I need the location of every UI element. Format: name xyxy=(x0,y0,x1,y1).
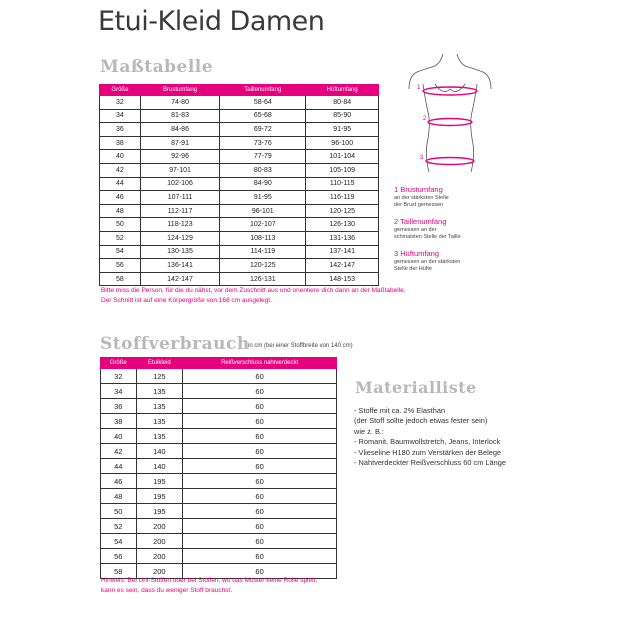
table-row xyxy=(101,384,337,399)
measure-cell: 84-86 xyxy=(140,123,219,137)
measure-cell: 120-125 xyxy=(220,259,306,273)
fabric-cell: 56 xyxy=(101,549,137,564)
fabric-cell: 200 xyxy=(136,519,183,534)
measure-cell: 54 xyxy=(100,245,141,259)
table-row xyxy=(101,534,337,549)
fabric-cell: 40 xyxy=(101,429,137,444)
measure-cell: 40 xyxy=(100,150,141,164)
fabric-subnote: in cm (bei einer Stoffbreite von 140 cm) xyxy=(248,343,353,349)
measure-cell: 91-95 xyxy=(306,123,379,137)
measure-cell: 110-115 xyxy=(306,177,379,191)
list-item: - Stoffe mit ca. 2% Elasthan xyxy=(354,406,446,415)
legend-hip-line2: Stelle der Hüfte xyxy=(394,266,432,272)
table-row xyxy=(100,109,379,123)
measure-cell: 108-113 xyxy=(220,231,306,245)
fabric-cell: 60 xyxy=(183,444,337,459)
table-row xyxy=(101,504,337,519)
table-row xyxy=(100,96,379,110)
fabric-cell: 200 xyxy=(136,564,183,579)
measure-cell: 92-96 xyxy=(140,150,219,164)
measure-cell: 96-100 xyxy=(306,136,379,150)
table-row xyxy=(101,519,337,534)
measure-cell: 114-119 xyxy=(220,245,306,259)
fabric-cell: 52 xyxy=(101,519,137,534)
list-item: - Romanit, Baumwollstretch, Jeans, Interlock xyxy=(354,437,501,447)
fabric-cell: 135 xyxy=(136,429,183,444)
measure-cell: 105-109 xyxy=(306,163,379,177)
measure-cell: 102-106 xyxy=(140,177,219,191)
table-row xyxy=(101,399,337,414)
fabric-hint-line1: Hinweis: Bei Uni-Stoffen oder bei Stoffen, wo das Muster keine Rolle spielt, xyxy=(101,577,318,584)
measure-cell: 126-130 xyxy=(306,218,379,232)
fabric-cell: 60 xyxy=(183,489,337,504)
table-row xyxy=(100,218,379,232)
legend-bust-label: 1 Brustumfang xyxy=(394,185,443,194)
table-row xyxy=(101,489,337,504)
legend-hip-label: 3 Hüftumfang xyxy=(394,249,440,258)
measure-col-header: Hüftumfang xyxy=(306,85,379,96)
measure-col-header: Taillenumfang xyxy=(220,85,306,96)
measure-cell: 142-147 xyxy=(306,259,379,273)
materials-heading: Materialliste xyxy=(355,378,477,397)
measure-cell: 116-119 xyxy=(306,191,379,205)
measure-cell: 91-95 xyxy=(220,191,306,205)
table-row xyxy=(100,191,379,205)
fabric-body xyxy=(101,369,337,579)
legend-hip xyxy=(394,250,460,274)
measure-cell: 84-90 xyxy=(220,177,306,191)
list-item: wie z. B.: xyxy=(354,426,384,436)
measure-cell: 85-90 xyxy=(306,109,379,123)
legend-waist-label: 2 Taillenumfang xyxy=(394,217,447,226)
table-row xyxy=(100,150,379,164)
measure-cell: 142-147 xyxy=(140,272,219,286)
table-row xyxy=(101,474,337,489)
measure-cell: 73-76 xyxy=(220,136,306,150)
measure-cell: 120-125 xyxy=(306,204,379,218)
measure-cell: 52 xyxy=(100,231,141,245)
measure-cell: 50 xyxy=(100,218,141,232)
measure-cell: 69-72 xyxy=(220,123,306,137)
body-figure-icon xyxy=(405,54,495,174)
table-row xyxy=(101,414,337,429)
fabric-cell: 38 xyxy=(101,414,137,429)
fabric-cell: 60 xyxy=(183,429,337,444)
table-row xyxy=(101,549,337,564)
legend-waist xyxy=(394,218,461,242)
measure-cell: 46 xyxy=(100,191,141,205)
table-row xyxy=(101,459,337,474)
measure-cell: 80-83 xyxy=(220,163,306,177)
fabric-cell: 195 xyxy=(136,474,183,489)
materials-list xyxy=(354,406,506,468)
measure-cell: 101-104 xyxy=(306,150,379,164)
measure-cell: 38 xyxy=(100,136,141,150)
measure-cell: 58-64 xyxy=(220,96,306,110)
fabric-cell: 60 xyxy=(183,384,337,399)
measure-cell: 136-141 xyxy=(140,259,219,273)
measure-cell: 74-80 xyxy=(140,96,219,110)
fabric-cell: 140 xyxy=(136,444,183,459)
measure-note xyxy=(101,286,521,306)
measure-cell: 148-153 xyxy=(306,272,379,286)
fabric-cell: 60 xyxy=(183,369,337,384)
measure-header-row xyxy=(100,85,379,96)
fabric-cell: 60 xyxy=(183,564,337,579)
fabric-cell: 195 xyxy=(136,489,183,504)
measure-cell: 130-135 xyxy=(140,245,219,259)
fabric-cell: 54 xyxy=(101,534,137,549)
fabric-header-row xyxy=(101,358,337,369)
fabric-cell: 60 xyxy=(183,504,337,519)
table-row xyxy=(100,204,379,218)
legend-waist-line1: gemessen an der xyxy=(394,226,437,233)
legend-bust-line2: der Brust gemessen xyxy=(394,202,444,208)
fabric-table xyxy=(100,357,337,579)
table-row xyxy=(100,259,379,273)
measure-cell: 34 xyxy=(100,109,141,123)
measure-cell: 81-83 xyxy=(140,109,219,123)
fabric-cell: 60 xyxy=(183,399,337,414)
measure-cell: 87-91 xyxy=(140,136,219,150)
measure-heading: Maßtabelle xyxy=(100,57,214,77)
table-row xyxy=(100,177,379,191)
fabric-cell: 125 xyxy=(136,369,183,384)
measure-col-header: Brustumfang xyxy=(140,85,219,96)
measure-cell: 44 xyxy=(100,177,141,191)
list-item: - Vlieseline H180 zum Verstärken der Belege xyxy=(354,447,502,457)
table-row xyxy=(101,429,337,444)
measure-cell: 97-101 xyxy=(140,163,219,177)
measure-cell: 42 xyxy=(100,163,141,177)
marker-2: 2 xyxy=(423,116,427,122)
fabric-cell: 135 xyxy=(136,384,183,399)
fabric-cell: 135 xyxy=(136,399,183,414)
fabric-cell: 60 xyxy=(183,549,337,564)
list-item: - Nahtverdeckter Reißverschluss 60 cm Länge xyxy=(354,458,506,468)
marker-3: 3 xyxy=(420,155,424,161)
measure-cell: 65-68 xyxy=(220,109,306,123)
fabric-cell: 135 xyxy=(136,414,183,429)
fabric-cell: 42 xyxy=(101,444,137,459)
fabric-cell: 140 xyxy=(136,459,183,474)
fabric-hint xyxy=(101,576,401,596)
measure-cell: 56 xyxy=(100,259,141,273)
measure-cell: 77-79 xyxy=(220,150,306,164)
measure-cell: 126-131 xyxy=(220,272,306,286)
table-row xyxy=(100,123,379,137)
fabric-cell: 58 xyxy=(101,564,137,579)
fabric-cell: 44 xyxy=(101,459,137,474)
table-row xyxy=(100,136,379,150)
measure-note-line2: Der Schnitt ist auf eine Körpergröße von 168 cm ausgelegt. xyxy=(101,297,272,304)
fabric-heading: Stoffverbrauch xyxy=(100,334,250,354)
legend-waist-line2: schmalsten Stelle der Taille xyxy=(394,234,461,240)
fabric-cell: 60 xyxy=(183,459,337,474)
measure-body xyxy=(100,96,379,286)
measure-cell: 112-117 xyxy=(140,204,219,218)
fabric-hint-line2: kann es sein, dass du weniger Stoff brauchst. xyxy=(101,587,233,594)
table-row xyxy=(100,231,379,245)
fabric-cell: 60 xyxy=(183,519,337,534)
measure-cell: 96-101 xyxy=(220,204,306,218)
measure-note-line1: Bitte miss die Person, für die du nähst, vor dem Zuschnitt aus und orientiere dich dann an der Maßtabelle. xyxy=(101,287,406,294)
measure-cell: 124-129 xyxy=(140,231,219,245)
table-row xyxy=(101,369,337,384)
fabric-cell: 34 xyxy=(101,384,137,399)
table-row xyxy=(100,163,379,177)
legend-bust-line1: an der stärksten Stelle xyxy=(394,194,449,201)
fabric-cell: 32 xyxy=(101,369,137,384)
measure-cell: 58 xyxy=(100,272,141,286)
fabric-cell: 48 xyxy=(101,489,137,504)
measure-cell: 107-111 xyxy=(140,191,219,205)
measure-col-header: Größe xyxy=(100,85,141,96)
fabric-cell: 200 xyxy=(136,534,183,549)
fabric-cell: 60 xyxy=(183,534,337,549)
fabric-cell: 36 xyxy=(101,399,137,414)
fabric-col-header: Größe xyxy=(101,358,137,369)
marker-1: 1 xyxy=(417,85,421,91)
table-row xyxy=(100,272,379,286)
measure-cell: 48 xyxy=(100,204,141,218)
fabric-cell: 46 xyxy=(101,474,137,489)
fabric-cell: 50 xyxy=(101,504,137,519)
legend-hip-line1: gemessen an der stärksten xyxy=(394,258,461,265)
measure-cell: 118-123 xyxy=(140,218,219,232)
fabric-cell: 60 xyxy=(183,414,337,429)
measure-cell: 137-141 xyxy=(306,245,379,259)
fabric-cell: 195 xyxy=(136,504,183,519)
legend-bust xyxy=(394,186,449,210)
table-row xyxy=(101,444,337,459)
list-item: (der Stoff sollte jedoch etwas fester sein) xyxy=(354,416,488,426)
page-title: Etui-Kleid Damen xyxy=(98,6,325,37)
fabric-col-header: Reißverschluss nahtverdeckt xyxy=(183,358,337,369)
fabric-col-header: Etuikleid xyxy=(136,358,183,369)
measure-cell: 36 xyxy=(100,123,141,137)
fabric-cell: 200 xyxy=(136,549,183,564)
measure-cell: 80-84 xyxy=(306,96,379,110)
fabric-cell: 60 xyxy=(183,474,337,489)
measure-cell: 131-136 xyxy=(306,231,379,245)
measure-cell: 102-107 xyxy=(220,218,306,232)
measure-cell: 32 xyxy=(100,96,141,110)
table-row xyxy=(100,245,379,259)
measure-table xyxy=(99,84,379,286)
